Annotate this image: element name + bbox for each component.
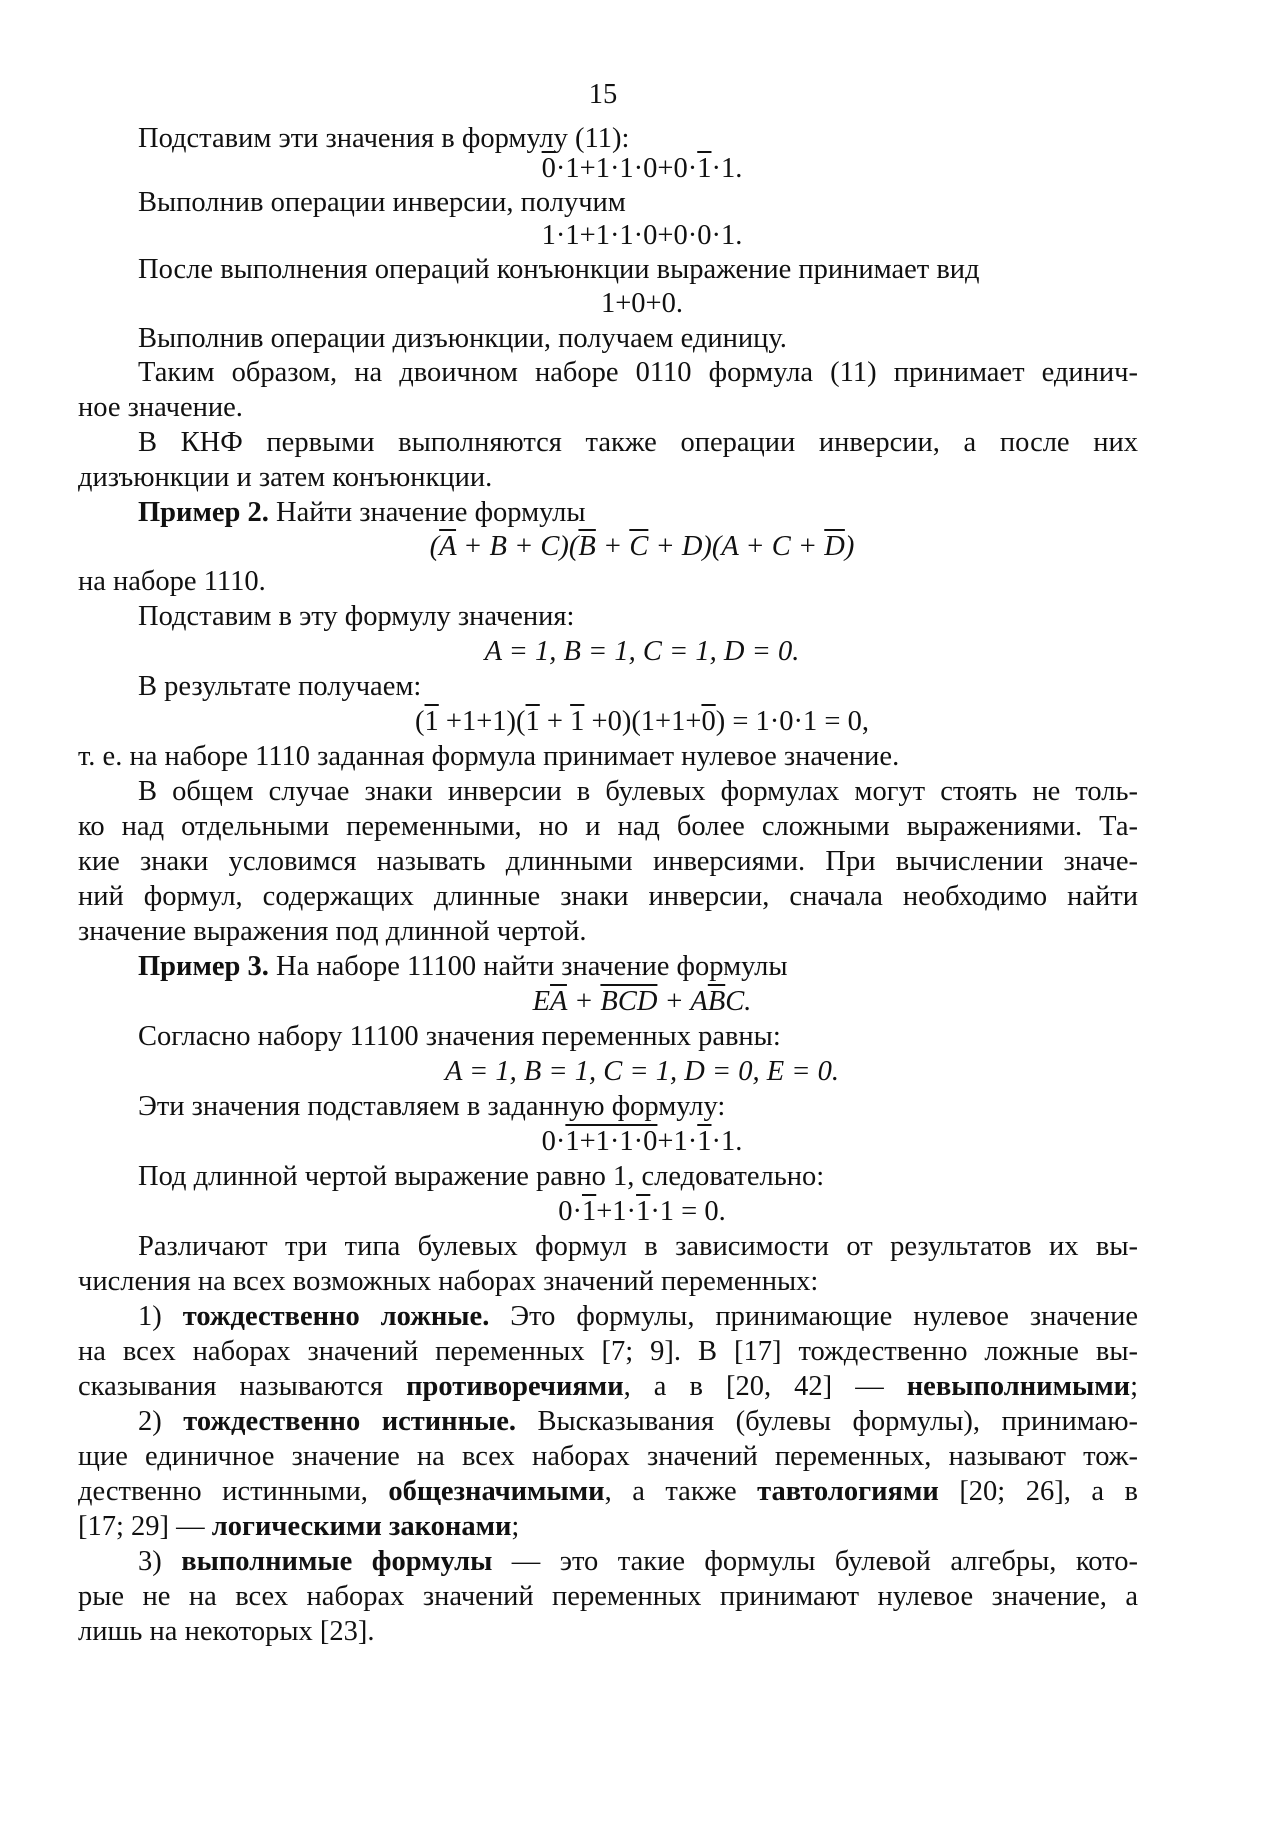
- text-line: После выполнения операций конъюнкции выражение принимает вид: [138, 254, 980, 285]
- text-line: Под длинной чертой выражение равно 1, следовательно:: [138, 1161, 825, 1192]
- text-line: Согласно набору 11100 значения переменных равны:: [138, 1021, 781, 1052]
- formula-2: 1·1+1·1·0+0·0·1.: [541, 220, 743, 251]
- text-line: дественно истинными, общезначимыми, а также тавтологиями [20; 26], а в: [78, 1476, 1138, 1507]
- text-line: числения на всех возможных наборах значений переменных:: [78, 1266, 819, 1297]
- formula-9: 0·1+1·1·0+1·1·1.: [541, 1126, 743, 1157]
- formula-10: 0·1+1·1·1 = 0.: [558, 1196, 726, 1227]
- formula-6: (1 +1+1)(1 + 1 +0)(1+1+0) = 1·0·1 = 0,: [415, 706, 869, 737]
- text-line: В КНФ первыми выполняются также операции инверсии, а после них: [138, 427, 1138, 458]
- text-line: ний формул, содержащих длинные знаки инверсии, сначала необходимо найти: [78, 881, 1138, 912]
- example-2-heading: Пример 2. Найти значение формулы: [138, 497, 586, 528]
- text-line: Подставим в эту формулу значения:: [138, 601, 575, 632]
- formula-3: 1+0+0.: [600, 288, 684, 319]
- text-line: лишь на некоторых [23].: [78, 1616, 375, 1647]
- list-item-1: 1) тождественно ложные. Это формулы, принимающие нулевое значение: [138, 1301, 1138, 1332]
- text-line: рые не на всех наборах значений переменных принимают нулевое значение, а: [78, 1581, 1138, 1612]
- list-item-3: 3) выполнимые формулы — это такие формулы булевой алгебры, кото-: [138, 1546, 1138, 1577]
- text-line: [17; 29] — логическими законами;: [78, 1511, 520, 1542]
- example-3-heading: Пример 3. На наборе 11100 найти значение формулы: [138, 951, 788, 982]
- text-line: значение выражения под длинной чертой.: [78, 916, 587, 947]
- text-line: дизъюнкции и затем конъюнкции.: [78, 462, 493, 493]
- page-number: 15: [588, 79, 618, 110]
- text-line: на всех наборах значений переменных [7; 9]. В [17] тождественно ложные вы-: [78, 1336, 1138, 1367]
- text-line: т. е. на наборе 1110 заданная формула принимает нулевое значение.: [78, 741, 900, 772]
- text-line: Подставим эти значения в формулу (11):: [138, 123, 630, 154]
- text-line: ное значение.: [78, 392, 243, 423]
- text-line: ко над отдельными переменными, но и над более сложными выражениями. Та-: [78, 811, 1138, 842]
- text-line: Выполнив операции дизъюнкции, получаем единицу.: [138, 323, 787, 354]
- text-line: В общем случае знаки инверсии в булевых формулах могут стоять не толь-: [138, 776, 1138, 807]
- text-line: щие единичное значение на всех наборах значений переменных, называют тож-: [78, 1441, 1138, 1472]
- formula-8: A = 1, B = 1, C = 1, D = 0, E = 0.: [444, 1056, 840, 1087]
- text-line: сказывания называются противоречиями, а в [20, 42] — невыполнимыми;: [78, 1371, 1139, 1402]
- text-line: Различают три типа булевых формул в зависимости от результатов их вы-: [138, 1231, 1138, 1262]
- formula-5: A = 1, B = 1, C = 1, D = 0.: [484, 636, 800, 667]
- formula-4: $(\overline{A} + B + C)(\overline{B} + \overline{C} + D)(A + C + \overline{D})$: [429, 531, 855, 562]
- list-item-2: 2) тождественно истинные. Высказывания (булевы формулы), принимаю-: [138, 1406, 1138, 1437]
- text-line: Эти значения подставляем в заданную формулу:: [138, 1091, 726, 1122]
- text-line: Выполнив операции инверсии, получим: [138, 187, 626, 218]
- text-line: Таким образом, на двоичном наборе 0110 формула (11) принимает единич-: [138, 357, 1138, 388]
- text-line: В результате получаем:: [138, 671, 422, 702]
- formula-7: $E\overline{A} + \overline{BCD} + A\overline{B}C$.: [532, 986, 752, 1017]
- formula-1: 0·1+1·1·0+0·1·1.: [541, 153, 743, 184]
- text-line: кие знаки условимся называть длинными инверсиями. При вычислении значе-: [78, 846, 1138, 877]
- text-line: на наборе 1110.: [78, 566, 266, 597]
